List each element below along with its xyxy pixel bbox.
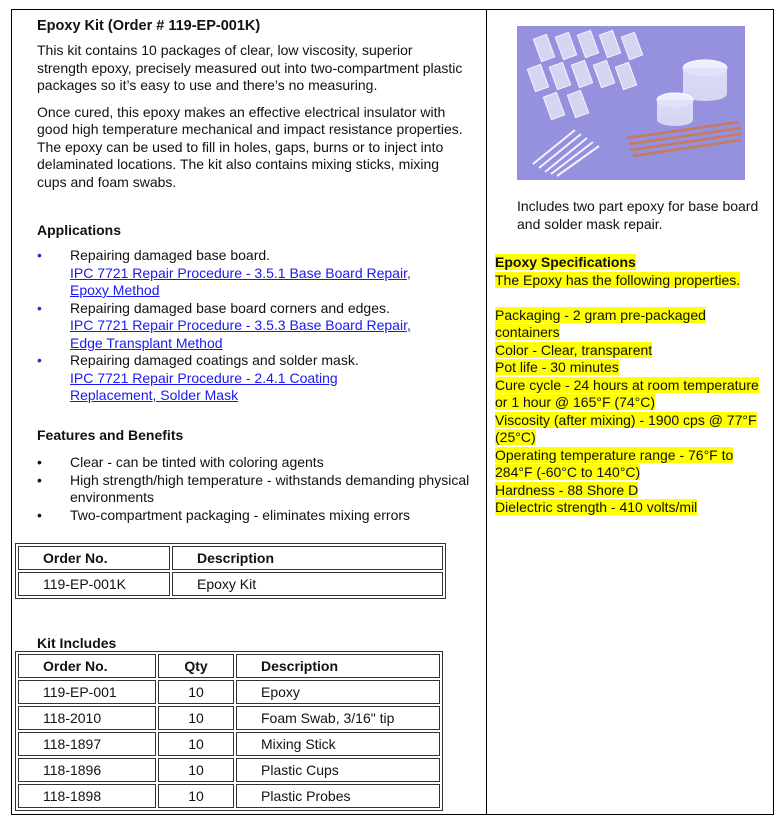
spec-item: Packaging - 2 gram pre-packaged containers bbox=[495, 306, 706, 340]
spec-item: Color - Clear, transparent bbox=[495, 341, 653, 358]
procedure-link[interactable]: IPC 7721 Repair Procedure - 3.5.3 Base Board Repair, Edge Transplant Method bbox=[70, 317, 411, 351]
table-row: 119-EP-001 10 Epoxy bbox=[18, 680, 440, 704]
table-row: 118-1898 10 Plastic Probes bbox=[18, 784, 440, 808]
bullet-icon: • bbox=[37, 454, 42, 470]
table-row: 118-1896 10 Plastic Cups bbox=[18, 758, 440, 782]
bullet-icon: • bbox=[37, 471, 42, 488]
spec-item: Pot life - 30 minutes bbox=[495, 359, 619, 375]
spec-item: Viscosity (after mixing) - 1900 cps @ 77°F (25°C) bbox=[495, 411, 757, 445]
intro-paragraph: This kit contains 10 packages of clear, low viscosity, superior strength epoxy, precisely measured out into two-compartment plastic packages so it’s easy to use and there’s no measuring. bbox=[37, 42, 463, 93]
kit-includes-heading: Kit Includes bbox=[37, 635, 117, 651]
bullet-icon: • bbox=[37, 247, 42, 263]
spec-item: Operating temperature range - 76°F to 284°F (-60°C to 140°C) bbox=[495, 446, 734, 480]
procedure-link[interactable]: IPC 7721 Repair Procedure - 2.4.1 Coating Replacement, Solder Mask bbox=[70, 369, 338, 403]
list-item: • Two-compartment packaging - eliminates mixing errors bbox=[37, 506, 411, 523]
page-title: Epoxy Kit (Order # 119-EP-001K) bbox=[37, 18, 261, 34]
applications-list bbox=[37, 247, 477, 405]
spec-item: Dielectric strength - 410 volts/mil bbox=[495, 499, 698, 515]
features-list bbox=[37, 454, 477, 524]
cure-paragraph: Once cured, this epoxy makes an effective electrical insulator with good high temperature mechanical and impact resistance properties. The epoxy can be used to fill in holes, gaps, burns or to inject into delaminated locations. The kit also contains mixing sticks, mixing cups and foam swabs. bbox=[37, 103, 463, 190]
bullet-icon: • bbox=[37, 352, 42, 368]
list-item: • Repairing damaged base board. IPC 7721 Repair Procedure - 3.5.1 Base Board Repair, Epoxy Method bbox=[37, 247, 477, 300]
column-divider bbox=[486, 9, 487, 815]
list-item: • Repairing damaged coatings and solder mask. IPC 7721 Repair Procedure - 2.4.1 Coating Replacement, Solder Mask bbox=[37, 352, 477, 405]
table-row: 118-2010 10 Foam Swab, 3/16" tip bbox=[18, 706, 440, 730]
order-table bbox=[15, 543, 446, 599]
list-item: • Repairing damaged base board corners and edges. IPC 7721 Repair Procedure - 3.5.3 Base Board Repair, Edge Transplant Method bbox=[37, 300, 477, 353]
bullet-icon: • bbox=[37, 299, 42, 316]
list-item: • Clear - can be tinted with coloring agents bbox=[37, 454, 324, 470]
spec-heading: Epoxy Specifications bbox=[495, 254, 636, 270]
kit-table bbox=[15, 651, 443, 811]
table-header-row: Order No. Qty Description bbox=[18, 654, 440, 678]
list-item: • High strength/high temperature - withstands demanding physical environments bbox=[37, 471, 470, 505]
photo-caption: Includes two part epoxy for base board and solder mask repair. bbox=[517, 198, 759, 232]
table-row: 118-1897 10 Mixing Stick bbox=[18, 732, 440, 756]
table-row: 119-EP-001K Epoxy Kit bbox=[18, 572, 443, 596]
spec-intro: The Epoxy has the following properties. bbox=[495, 271, 741, 288]
table-header-row: Order No. Description bbox=[18, 546, 443, 570]
epoxy-kit-photo bbox=[517, 26, 745, 180]
bullet-icon: • bbox=[37, 506, 42, 523]
features-heading: Features and Benefits bbox=[37, 427, 184, 443]
left-column bbox=[37, 17, 467, 200]
applications-heading: Applications bbox=[37, 222, 122, 238]
spec-item: Cure cycle - 24 hours at room temperature or 1 hour @ 165°F (74°C) bbox=[495, 376, 759, 410]
procedure-link[interactable]: IPC 7721 Repair Procedure - 3.5.1 Base Board Repair, Epoxy Method bbox=[70, 264, 411, 298]
spec-item: Hardness - 88 Shore D bbox=[495, 481, 639, 498]
epoxy-specifications bbox=[495, 254, 770, 517]
